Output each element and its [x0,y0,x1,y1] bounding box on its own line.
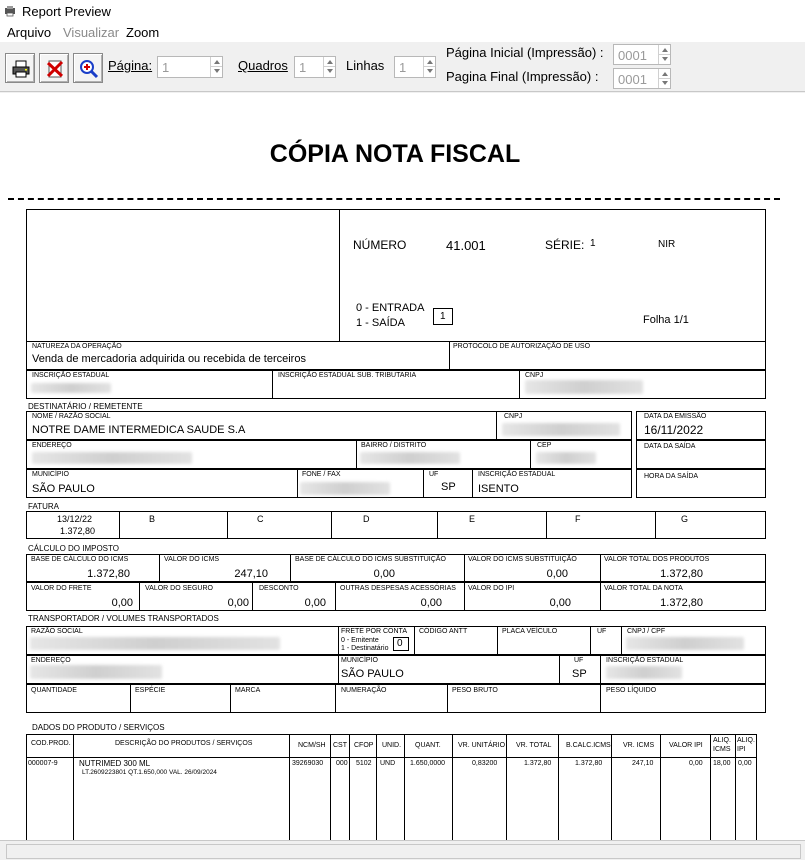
row-aliq-ipi: 0,00 [738,760,752,767]
peso-liquido-label: PESO LÍQUIDO [606,687,657,694]
data-saida-label: DATA DA SAÍDA [644,443,696,450]
zoom-button[interactable] [73,53,103,83]
dashed-separator [8,198,780,200]
ie-dest-label: INSCRIÇÃO ESTADUAL [478,471,556,478]
fatura-col-g: G [681,514,689,524]
title-bar [0,0,805,24]
redacted-field [360,452,460,464]
folha-label: Folha 1/1 [643,314,689,326]
toolbar [0,42,805,92]
fone-label: FONE / FAX [302,471,341,478]
desconto-label: DESCONTO [259,585,299,592]
produtos-table [26,734,757,844]
outras-despesas-label: OUTRAS DESPESAS ACESSÓRIAS [340,585,456,592]
municipio-value: SÃO PAULO [32,483,95,495]
row-unid: UND [380,760,396,767]
total-produtos-value: 1.372,80 [660,568,703,580]
row-vr-unit: 0,83200 [472,760,498,767]
redacted-field [502,423,620,436]
frete-value: 0 [397,638,403,649]
row-vr-total: 1.372,80 [524,760,552,767]
close-report-icon [45,59,65,79]
th-cod: COD.PROD. [31,740,71,747]
th-vr-total: VR. TOTAL [516,742,552,749]
valor-icms-st-value: 0,00 [546,568,568,580]
redacted-field [32,452,192,464]
seguro-label: VALOR DO SEGURO [145,585,213,592]
frete-conta-label: FRETE POR CONTA [341,628,407,635]
uf2-transp-value: SP [572,668,587,680]
th-ncm: NCM/SH [298,742,326,749]
pagina-value: 1 [162,60,170,75]
frete-label: VALOR DO FRETE [31,585,92,592]
quadros-value: 1 [299,60,307,75]
numero-label: NÚMERO [353,238,407,252]
fatura-col-d: D [363,514,370,524]
base-icms-label: BASE DE CÁLCULO DO ICMS [31,556,129,563]
valor-icms-st-label: VALOR DO ICMS SUBSTITUIÇÃO [468,556,577,563]
pagina-final-spinner[interactable] [613,68,671,89]
frete-emitente: 0 - Emitente [341,637,379,644]
frete-destinatario: 1 - Destinatário [341,645,389,652]
quantidade-label: QUANTIDADE [31,687,77,694]
cnpj-transp-label: CNPJ / CPF [627,628,666,635]
produtos-section: DADOS DO PRODUTO / SERVIÇOS [32,723,165,732]
row-cst: 000 [336,760,348,767]
report-title: CÓPIA NOTA FISCAL [269,140,521,168]
entrada-label: 0 - ENTRADA [356,302,425,314]
logo-box [26,209,340,342]
valor-ipi-value: 0,00 [549,597,571,609]
fatura-col-e: E [469,514,476,524]
placa-label: PLACA VEÍCULO [502,628,558,635]
th-valor-ipi: VALOR IPI [669,742,703,749]
printer-icon [11,59,31,79]
nome-value: NOTRE DAME INTERMEDICA SAUDE S.A [32,424,246,436]
protocolo-label: PROTOCOLO DE AUTORIZAÇÃO DE USO [453,343,591,350]
row-cod: 000007-9 [28,760,58,767]
saida-label: 1 - SAÍDA [356,317,405,329]
fatura-col-c: C [257,514,264,524]
endereco-label: ENDEREÇO [32,442,72,449]
pagina-spinner[interactable] [157,56,223,78]
row-bcalc: 1.372,80 [575,760,603,767]
quadros-spinner[interactable] [294,56,336,78]
total-nota-value: 1.372,80 [660,597,703,609]
quadros-label: Quadros [238,58,288,73]
redacted-field [300,482,390,495]
linhas-value: 1 [399,60,407,75]
th-descricao: DESCRIÇÃO DO PRODUTOS / SERVIÇOS [115,740,253,747]
status-bar [0,840,805,860]
bairro-label: BAIRRO / DISTRITO [361,442,427,449]
window-title: Report Preview [22,4,111,19]
natureza-label: NATUREZA DA OPERAÇÃO [32,343,122,350]
th-unid: UNID. [382,742,402,749]
status-panel [6,844,801,859]
redacted-field [30,637,280,650]
endereco-transp-label: ENDEREÇO [31,657,71,664]
tipo-value: 1 [440,311,446,322]
linhas-spinner[interactable] [394,56,436,78]
app-icon [4,5,16,17]
uf2-transp-label: UF [574,657,584,664]
especie-label: ESPÉCIE [135,687,166,694]
antt-label: CÓDIGO ANTT [419,628,468,635]
numeracao-label: NUMERAÇÃO [341,687,387,694]
th-aliq-ipi: ALIQ. IPI [737,737,755,753]
ie-transp-label: INSCRIÇÃO ESTADUAL [606,657,684,664]
pagina-label: Página: [108,58,153,73]
outras-despesas-value: 0,00 [420,597,442,609]
cnpj-emitente-label: CNPJ [525,372,544,379]
menu-zoom[interactable]: Zoom [126,25,160,40]
razao-transp-label: RAZÃO SOCIAL [31,628,83,635]
data-emissao-label: DATA DA EMISSÃO [644,413,707,420]
zoom-in-icon [79,59,99,79]
municipio-label: MUNICÍPIO [32,471,69,478]
serie-label: SÉRIE: [545,238,585,252]
close-preview-button[interactable] [39,53,69,83]
produtos-header-line [26,757,757,758]
th-quant: QUANT. [415,742,441,749]
row-vr-icms: 247,10 [632,760,654,767]
fatura-date: 13/12/22 [57,514,93,524]
destinatario-section: DESTINATÁRIO / REMETENTE [28,402,143,411]
menu-bar [0,24,805,42]
valor-icms-value: 247,10 [234,568,268,580]
menu-arquivo[interactable]: Arquivo [7,25,52,40]
inscricao-estadual-label: INSCRIÇÃO ESTADUAL [32,372,110,379]
nir-label: NIR [658,239,676,250]
fatura-col-f: F [575,514,581,524]
row-quant: 1.650,0000 [410,760,446,767]
row-desc2: LT.2609223801 QT.1.650,000 VAL. 26/09/2024 [82,769,217,776]
desconto-value: 0,00 [304,597,326,609]
uf-dest-label: UF [429,471,439,478]
th-vr-icms: VR. ICMS [623,742,655,749]
pagina-inicial-spinner[interactable] [613,44,671,65]
base-icms-st-value: 0,00 [373,568,395,580]
redacted-field [30,665,162,679]
th-cfop: CFOP [354,742,374,749]
redacted-field [31,383,111,393]
marca-label: MARCA [235,687,261,694]
th-aliq-icms: ALIQ. ICMS [713,737,731,753]
hora-saida-label: HORA DA SAÍDA [644,473,699,480]
transportador-section: TRANSPORTADOR / VOLUMES TRANSPORTADOS [28,614,219,623]
redacted-field [525,380,643,394]
pagina-final-label: Pagina Final (Impressão) : [446,69,599,84]
th-vr-unitario: VR. UNITÁRIO [458,742,506,749]
uf-dest-value: SP [441,481,456,493]
seguro-value: 0,00 [227,597,249,609]
valor-ipi-label: VALOR DO IPI [468,585,515,592]
peso-bruto-label: PESO BRUTO [452,687,498,694]
municipio-transp-value: SÃO PAULO [341,668,404,680]
fatura-amount: 1.372,80 [60,526,96,536]
serie-value: 1 [590,238,596,249]
row-desc1: NUTRIMED 300 ML [79,759,151,768]
row-valor-ipi: 0,00 [689,760,703,767]
numero-value: 41.001 [446,238,486,253]
total-nota-label: VALOR TOTAL DA NOTA [604,585,683,592]
row-aliq-icms: 18,00 [713,760,731,767]
inscricao-sub-label: INSCRIÇÃO ESTADUAL SUB. TRIBUTARIA [278,372,417,379]
natureza-value: Venda de mercadoria adquirida ou recebida de terceiros [32,353,306,365]
total-produtos-label: VALOR TOTAL DOS PRODUTOS [604,556,710,563]
print-button[interactable] [5,53,35,83]
pagina-inicial-value: 0001 [618,48,647,63]
frete-value: 0,00 [111,597,133,609]
cnpj-dest-label: CNPJ [504,413,523,420]
redacted-field [606,666,682,679]
cep-label: CEP [537,442,552,449]
data-emissao-value: 16/11/2022 [644,423,704,437]
fatura-col-b: B [149,514,156,524]
uf-transp-label: UF [597,628,607,635]
redacted-field [536,452,596,464]
pagina-inicial-label: Página Inicial (Impressão) : [446,45,604,60]
th-cst: CST [333,742,347,749]
ie-dest-value: ISENTO [478,483,519,495]
municipio-transp-label: MUNICÍPIO [341,657,378,664]
base-icms-st-label: BASE DE CÁLCULO DO ICMS SUBSTITUIÇÃO [295,556,446,563]
row-ncm: 39269030 [292,760,324,767]
menu-visualizar[interactable]: Visualizar [63,25,120,40]
th-bcalc-icms: B.CALC.ICMS [566,742,611,749]
pagina-final-value: 0001 [618,72,647,87]
base-icms-value: 1.372,80 [87,568,130,580]
redacted-field [626,637,744,650]
valor-icms-label: VALOR DO ICMS [164,556,220,563]
imposto-section: CÁLCULO DO IMPOSTO [28,544,119,553]
linhas-label: Linhas [346,58,385,73]
nome-label: NOME / RAZÃO SOCIAL [32,413,111,420]
fatura-section: FATURA [28,502,59,511]
row-cfop: 5102 [356,760,372,767]
